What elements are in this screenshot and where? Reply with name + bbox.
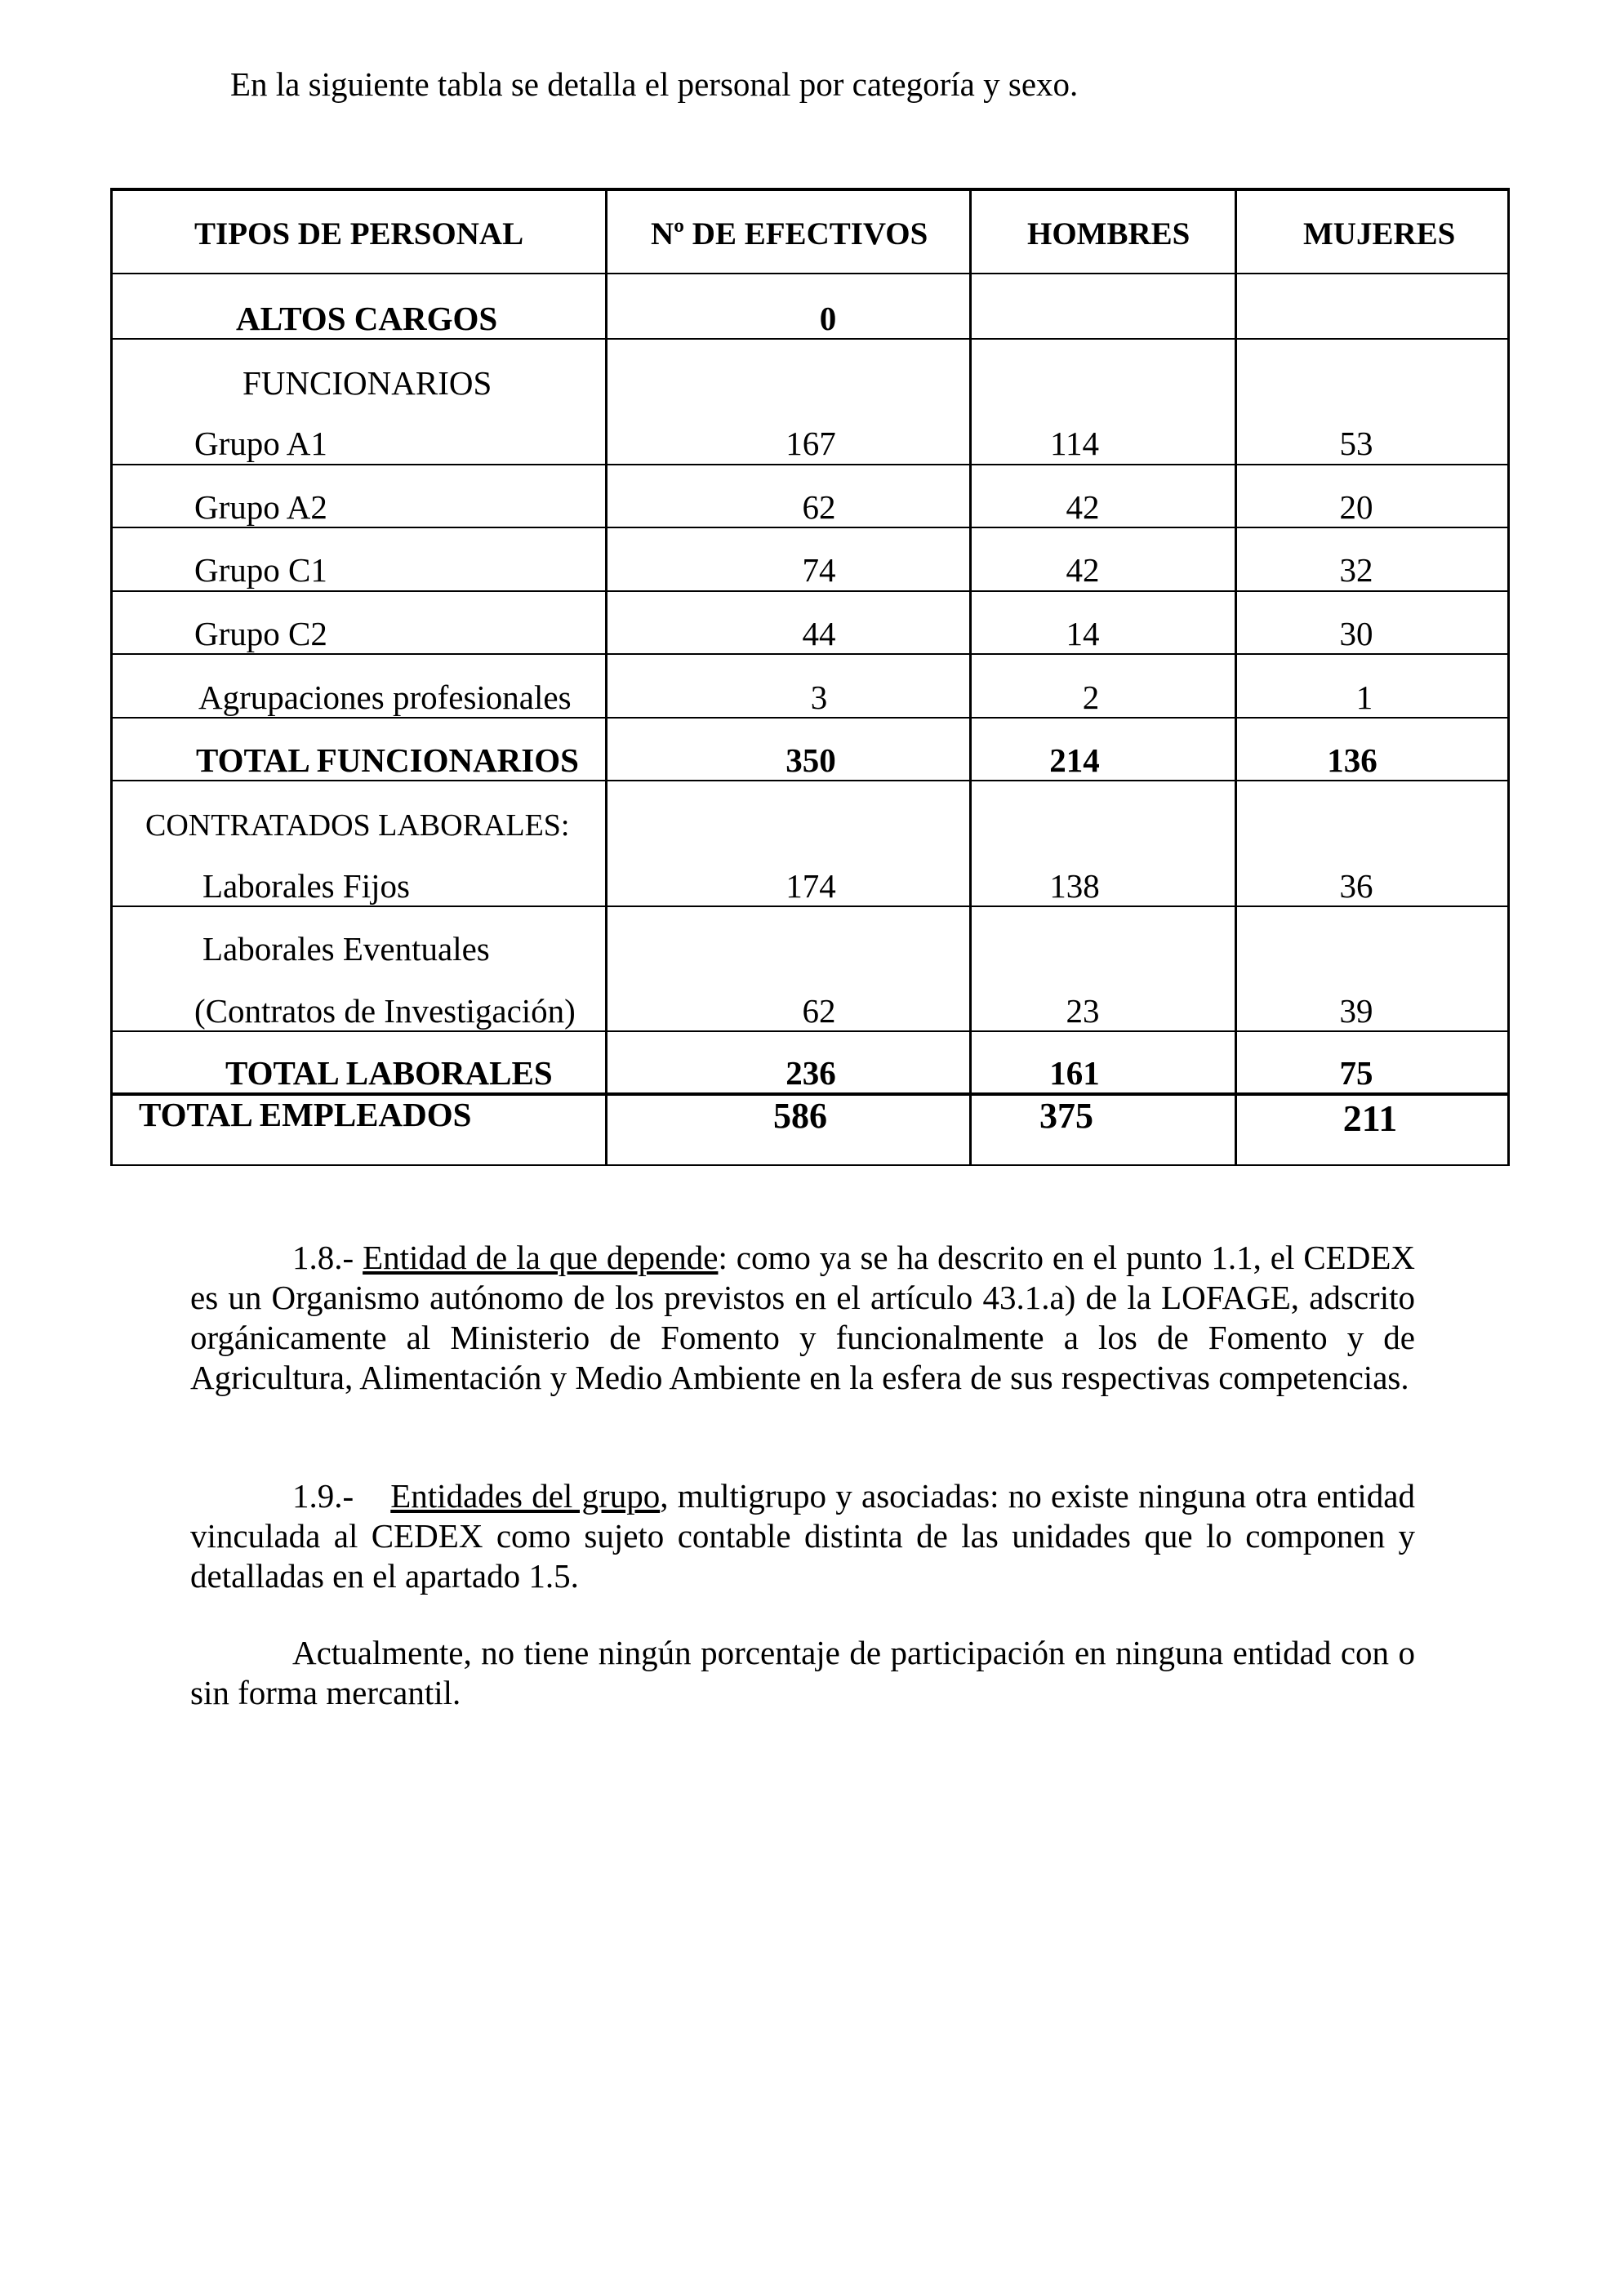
column-header-hombres: HOMBRES bbox=[1027, 216, 1191, 251]
cell-efectivos: 3 bbox=[810, 679, 828, 716]
cell-mujeres: 20 bbox=[1339, 488, 1373, 526]
cell-hombres: 138 bbox=[1049, 867, 1100, 905]
table-col-divider bbox=[969, 188, 972, 1166]
table-border-right bbox=[1507, 188, 1510, 1166]
table-rule bbox=[110, 590, 1510, 592]
cell-mujeres: 136 bbox=[1327, 741, 1377, 779]
row-label: Grupo A1 bbox=[194, 425, 327, 462]
cell-efectivos: 236 bbox=[786, 1054, 836, 1092]
paragraph-body: Actualmente, no tiene ningún porcentaje de participación en ninguna entidad con o sin forma mercantil. bbox=[190, 1634, 1415, 1711]
cell-mujeres: 53 bbox=[1339, 425, 1373, 462]
cell-efectivos: 0 bbox=[819, 300, 837, 337]
paragraph-heading: Entidades del grupo bbox=[390, 1477, 661, 1515]
cell-hombres: 114 bbox=[1050, 425, 1099, 462]
row-label: Laborales Fijos bbox=[202, 867, 410, 905]
paragraph-1-9 bbox=[190, 1476, 1415, 1596]
table-border-left bbox=[110, 188, 113, 1166]
section-heading-funcionarios: FUNCIONARIOS bbox=[243, 364, 492, 402]
row-label-altos-cargos: ALTOS CARGOS bbox=[236, 300, 498, 337]
cell-hombres: 161 bbox=[1049, 1054, 1100, 1092]
row-label-total-empleados: TOTAL EMPLEADOS bbox=[139, 1096, 472, 1133]
cell-efectivos: 350 bbox=[786, 741, 836, 779]
cell-mujeres: 1 bbox=[1355, 679, 1373, 716]
row-label: Laborales Eventuales bbox=[202, 930, 490, 968]
table-rule bbox=[110, 273, 1510, 274]
row-label-total-laborales: TOTAL LABORALES bbox=[225, 1054, 553, 1092]
table-col-divider bbox=[1235, 188, 1237, 1166]
paragraph-1-8 bbox=[190, 1238, 1415, 1398]
cell-hombres: 14 bbox=[1066, 615, 1100, 652]
paragraph-heading: Entidad de la que depende bbox=[363, 1239, 719, 1276]
cell-hombres: 375 bbox=[1039, 1096, 1093, 1136]
cell-efectivos: 62 bbox=[802, 992, 836, 1030]
row-label: Agrupaciones profesionales bbox=[198, 679, 572, 716]
cell-mujeres: 39 bbox=[1339, 992, 1373, 1030]
row-label: Grupo C2 bbox=[194, 615, 327, 652]
cell-efectivos: 44 bbox=[802, 615, 836, 652]
table-border-top bbox=[110, 188, 1510, 191]
paragraph-number: 1.9.- bbox=[292, 1477, 354, 1515]
table-col-divider bbox=[605, 188, 608, 1166]
paragraph-actualmente bbox=[190, 1633, 1415, 1713]
cell-hombres: 42 bbox=[1066, 488, 1100, 526]
cell-hombres: 2 bbox=[1082, 679, 1100, 716]
intro-text: En la siguiente tabla se detalla el personal por categoría y sexo. bbox=[230, 65, 1079, 103]
paragraph-body: , multigrupo y asociadas: no existe ninguna otra entidad vinculada al CEDEX como sujeto contable distinta de las unidades que lo componen y detalladas en el apartado 1.5. bbox=[190, 1477, 1415, 1595]
column-header-mujeres: MUJERES bbox=[1303, 216, 1456, 251]
row-label: Grupo A2 bbox=[194, 488, 327, 526]
table-rule bbox=[110, 464, 1510, 465]
column-header-tipos: TIPOS DE PERSONAL bbox=[194, 216, 524, 251]
cell-efectivos: 167 bbox=[786, 425, 836, 462]
cell-efectivos: 174 bbox=[786, 867, 836, 905]
paragraph-number: 1.8.- bbox=[292, 1239, 354, 1276]
cell-efectivos: 586 bbox=[773, 1096, 827, 1136]
cell-hombres: 214 bbox=[1049, 741, 1100, 779]
cell-hombres: 42 bbox=[1066, 551, 1100, 589]
table-border-bottom bbox=[110, 1164, 1510, 1166]
cell-mujeres: 32 bbox=[1339, 551, 1373, 589]
cell-mujeres: 30 bbox=[1339, 615, 1373, 652]
paragraph-body: : como ya se ha descrito en el punto 1.1, el CEDEX es un Organismo autónomo de los previstos en el artículo 43.1.a) de la LOFAGE, adscrito orgánicamente al Ministerio de Fomento y funcionalmente a los de Fomento y de Agricultura, Alimentación y Medio Ambiente en la esfera de sus respectivas competencias. bbox=[190, 1239, 1415, 1396]
cell-mujeres: 75 bbox=[1339, 1054, 1373, 1092]
row-label-total-funcionarios: TOTAL FUNCIONARIOS bbox=[196, 741, 579, 779]
row-label: Grupo C1 bbox=[194, 551, 327, 589]
cell-efectivos: 74 bbox=[802, 551, 836, 589]
column-header-efectivos: Nº DE EFECTIVOS bbox=[651, 216, 928, 251]
section-heading-laborales: CONTRATADOS LABORALES: bbox=[145, 808, 570, 843]
cell-mujeres: 211 bbox=[1342, 1097, 1398, 1139]
cell-mujeres: 36 bbox=[1339, 867, 1373, 905]
row-label-continued: (Contratos de Investigación) bbox=[194, 992, 576, 1030]
cell-hombres: 23 bbox=[1066, 992, 1100, 1030]
cell-efectivos: 62 bbox=[802, 488, 836, 526]
